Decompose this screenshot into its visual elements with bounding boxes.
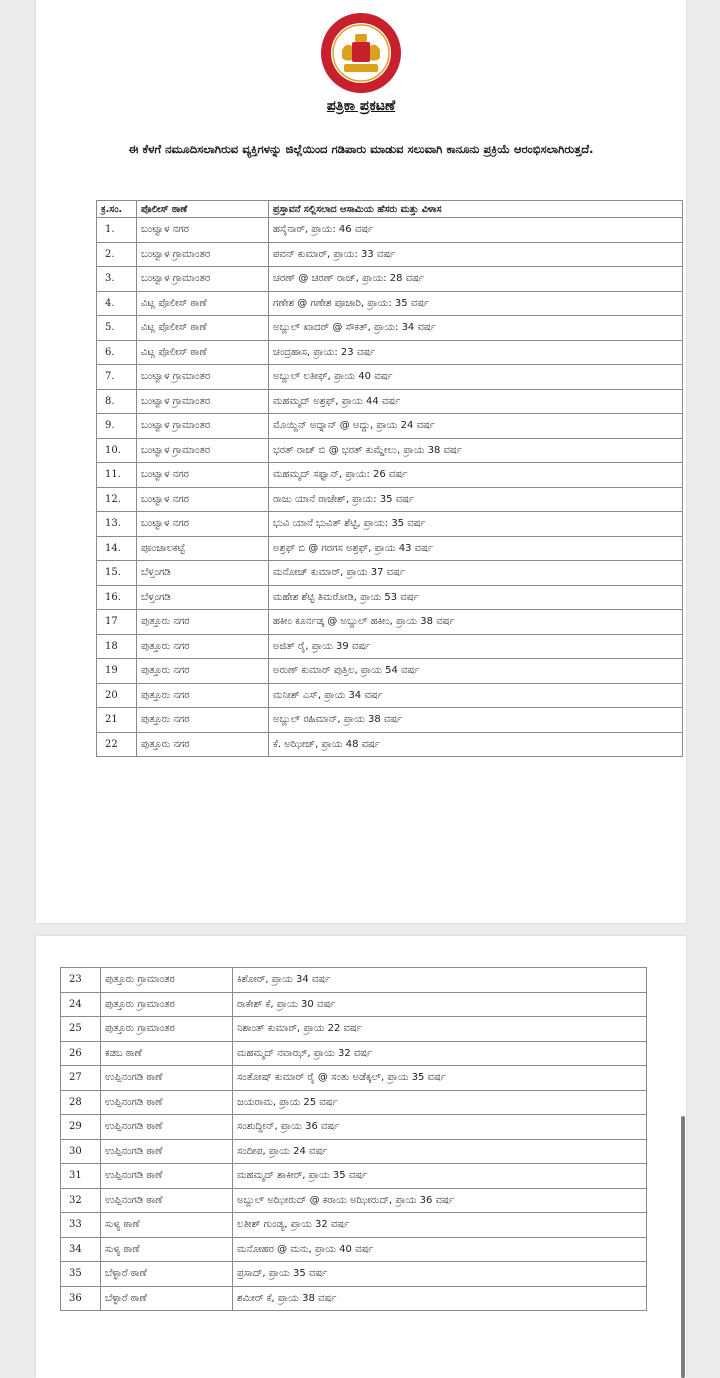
police-station-cell: ಉಪ್ಪಿನಂಗಡಿ ಠಾಣೆ xyxy=(101,1139,233,1164)
name-address-cell: ರಾಜು ಯಾನೆ ರಾಜೇಶ್, ಪ್ರಾಯ: 35 ವರ್ಷ xyxy=(269,487,683,512)
table-row xyxy=(61,992,647,1017)
serial-cell: 2. xyxy=(97,242,137,267)
name-address-cell: ಭರತ್ ರಾಜ್ ಬಿ @ ಭರತ್ ಕುಮ್ಡೇಲು, ಪ್ರಾಯ 38 ವರ್ಷ xyxy=(269,438,683,463)
table-row xyxy=(61,968,647,993)
serial-cell: 32 xyxy=(61,1188,101,1213)
serial-cell: 28 xyxy=(61,1090,101,1115)
police-emblem-icon xyxy=(320,12,402,94)
police-station-cell: ಬಂಟ್ವಾಳ ಗ್ರಾಮಾಂತರ xyxy=(137,242,269,267)
name-address-cell: ಭುವಿ ಯಾನೆ ಭುವಿತ್ ಶೆಟ್ಟಿ, ಪ್ರಾಯ: 35 ವರ್ಷ xyxy=(269,512,683,537)
name-address-cell: ಅಬ್ದುಲ್ ಅಝೀರುದ್ @ ಕರಾಯ ಅಝೀರುದ್, ಪ್ರಾಯ 36 ವರ್ಷ xyxy=(233,1188,647,1213)
police-station-cell: ಉಪ್ಪಿನಂಗಡಿ ಠಾಣೆ xyxy=(101,1188,233,1213)
police-station-cell: ಪುತ್ತೂರು ನಗರ xyxy=(137,659,269,684)
serial-cell: 21 xyxy=(97,708,137,733)
police-station-cell: ಬಂಟ್ವಾಳ ನಗರ xyxy=(137,512,269,537)
document-page-1 xyxy=(36,0,686,923)
name-address-cell: ಸಂತೋಷ್ ಕುಮಾರ್ ರೈ @ ಸಂತು ಅಡೆಕ್ಕಲ್, ಪ್ರಾಯ 35 ವರ್ಷ xyxy=(233,1066,647,1091)
police-station-cell: ಕಡಬ ಠಾಣೆ xyxy=(101,1041,233,1066)
serial-cell: 35 xyxy=(61,1262,101,1287)
serial-cell: 7. xyxy=(97,365,137,390)
serial-cell: 8. xyxy=(97,389,137,414)
serial-cell: 25 xyxy=(61,1017,101,1042)
serial-cell: 22 xyxy=(97,732,137,757)
police-station-cell: ಬಂಟ್ವಾಳ ಗ್ರಾಮಾಂತರ xyxy=(137,389,269,414)
police-station-cell: ವಿಟ್ಲ ಪೊಲೀಸ್ ಠಾಣೆ xyxy=(137,340,269,365)
header-serial: ಕ್ರ.ಸಂ. xyxy=(97,201,137,218)
table-row xyxy=(97,683,683,708)
serial-cell: 23 xyxy=(61,968,101,993)
table-row xyxy=(61,1139,647,1164)
serial-cell: 29 xyxy=(61,1115,101,1140)
table-row xyxy=(97,487,683,512)
name-address-cell: ಅರುಣ್ ಕುಮಾರ್ ಪುತ್ತಿಲ, ಪ್ರಾಯ 54 ವರ್ಷ xyxy=(269,659,683,684)
police-station-cell: ಉಪ್ಪಿನಂಗಡಿ ಠಾಣೆ xyxy=(101,1164,233,1189)
table-row xyxy=(61,1115,647,1140)
table-row xyxy=(97,316,683,341)
police-station-cell: ಬಂಟ್ವಾಳ ಗ್ರಾಮಾಂತರ xyxy=(137,438,269,463)
intro-paragraph: ಈ ಕೆಳಗೆ ನಮೂದಿಸಲಾಗಿರುವ ವ್ಯಕ್ತಿಗಳನ್ನು ಜಿಲ್ಲೆಯಿಂದ ಗಡಿಪಾರು ಮಾಡುವ ಸಲುವಾಗಿ ಕಾನೂನು ಪ್ರಕ್ರಿಯೆ ಆರಂಭಿಸಲಾಗಿರುತ್ತದೆ. xyxy=(128,142,594,156)
name-address-cell: ಕಿಶೋರ್, ಪ್ರಾಯ 34 ವರ್ಷ xyxy=(233,968,647,993)
serial-cell: 4. xyxy=(97,291,137,316)
table-row xyxy=(61,1237,647,1262)
police-station-cell: ಸುಳ್ಯ ಠಾಣೆ xyxy=(101,1237,233,1262)
name-address-cell: ಚಂದ್ರಹಾಸ, ಪ್ರಾಯ: 23 ವರ್ಷ xyxy=(269,340,683,365)
table-row xyxy=(97,218,683,243)
name-address-cell: ಮನೀಶ್ ಎಸ್, ಪ್ರಾಯ 34 ವರ್ಷ xyxy=(269,683,683,708)
name-address-cell: ಗಣೇಶ @ ಗಣೇಶ ಪೂಜಾರಿ, ಪ್ರಾಯ: 35 ವರ್ಷ xyxy=(269,291,683,316)
police-station-cell: ಪುತ್ತೂರು ನಗರ xyxy=(137,732,269,757)
table-row xyxy=(97,463,683,488)
page-title: ಪತ್ರಿಕಾ ಪ್ರಕಟಣೆ xyxy=(326,98,396,114)
scrollbar[interactable] xyxy=(681,1116,685,1378)
name-address-cell: ಹಸೈನಾರ್, ಪ್ರಾಯ: 46 ವರ್ಷ xyxy=(269,218,683,243)
header-name-address: ಪ್ರಸ್ತಾವನೆ ಸಲ್ಲಿಸಲಾದ ಆಸಾಮಿಯ ಹೆಸರು ಮತ್ತು ವಿಳಾಸ xyxy=(269,201,683,218)
serial-cell: 17 xyxy=(97,610,137,635)
serial-cell: 19 xyxy=(97,659,137,684)
serial-cell: 12. xyxy=(97,487,137,512)
police-station-cell: ಸುಳ್ಯ ಠಾಣೆ xyxy=(101,1213,233,1238)
serial-cell: 13. xyxy=(97,512,137,537)
police-station-cell: ಪೂಂಜಾಲಕಟ್ಟೆ xyxy=(137,536,269,561)
serial-cell: 6. xyxy=(97,340,137,365)
serial-cell: 30 xyxy=(61,1139,101,1164)
name-address-cell: ಮಹಮ್ಮದ್ ಸಫ್ವಾನ್, ಪ್ರಾಯ: 26 ವರ್ಷ xyxy=(269,463,683,488)
serial-cell: 3. xyxy=(97,267,137,292)
police-station-cell: ಪುತ್ತೂರು ನಗರ xyxy=(137,634,269,659)
police-station-cell: ಪುತ್ತೂರು ಗ್ರಾಮಾಂತರ xyxy=(101,1017,233,1042)
table-row xyxy=(61,1262,647,1287)
name-address-cell: ಶಮೀರ್ ಕೆ, ಪ್ರಾಯ 38 ವರ್ಷ xyxy=(233,1286,647,1311)
serial-cell: 11. xyxy=(97,463,137,488)
police-station-cell: ಪುತ್ತೂರು ನಗರ xyxy=(137,683,269,708)
table-row xyxy=(97,438,683,463)
police-station-cell: ಬಂಟ್ವಾಳ ಗ್ರಾಮಾಂತರ xyxy=(137,414,269,439)
name-address-cell: ಸಂಶುದ್ದೀನ್, ಪ್ರಾಯ 36 ವರ್ಷ xyxy=(233,1115,647,1140)
name-address-cell: ಅಬ್ದುಲ್ ರಹಿಮಾನ್, ಪ್ರಾಯ 38 ವರ್ಷ xyxy=(269,708,683,733)
name-address-cell: ಜಯರಾಮ, ಪ್ರಾಯ 25 ವರ್ಷ xyxy=(233,1090,647,1115)
serial-cell: 15. xyxy=(97,561,137,586)
name-address-cell: ಮಹಮ್ಮದ್ ಅಶ್ರಫ್, ಪ್ರಾಯ 44 ವರ್ಷ xyxy=(269,389,683,414)
table-row xyxy=(61,1041,647,1066)
name-address-cell: ರಾಕೇಶ್ ಕೆ, ಪ್ರಾಯ 30 ವರ್ಷ xyxy=(233,992,647,1017)
serial-cell: 33 xyxy=(61,1213,101,1238)
table-row xyxy=(97,267,683,292)
table-row xyxy=(97,389,683,414)
table-row xyxy=(61,1164,647,1189)
police-station-cell: ಬಂಟ್ವಾಳ ಗ್ರಾಮಾಂತರ xyxy=(137,267,269,292)
name-address-cell: ಮಹೇಶ ಶೆಟ್ಟಿ ತಿಮರೋಡಿ, ಪ್ರಾಯ 53 ವರ್ಷ xyxy=(269,585,683,610)
persons-table-part-2 xyxy=(60,967,647,1311)
table-row xyxy=(97,414,683,439)
table-row xyxy=(97,365,683,390)
table-row xyxy=(61,1213,647,1238)
name-address-cell: ಮನೋಹರ @ ಮನು, ಪ್ರಾಯ 40 ವರ್ಷ xyxy=(233,1237,647,1262)
table-row xyxy=(61,1090,647,1115)
header-police-station: ಪೊಲೀಸ್ ಠಾಣೆ xyxy=(137,201,269,218)
police-station-cell: ವಿಟ್ಲ ಪೊಲೀಸ್ ಠಾಣೆ xyxy=(137,316,269,341)
serial-cell: 34 xyxy=(61,1237,101,1262)
police-station-cell: ಪುತ್ತೂರು ಗ್ರಾಮಾಂತರ xyxy=(101,992,233,1017)
name-address-cell: ಪ್ರಸಾದ್, ಪ್ರಾಯ 35 ವರ್ಷ xyxy=(233,1262,647,1287)
table-row xyxy=(61,1286,647,1311)
table-row xyxy=(61,1017,647,1042)
table-row xyxy=(97,732,683,757)
serial-cell: 36 xyxy=(61,1286,101,1311)
table-row xyxy=(97,585,683,610)
name-address-cell: ನಿಶಾಂತ್ ಕುಮಾರ್, ಪ್ರಾಯ 22 ವರ್ಷ xyxy=(233,1017,647,1042)
police-station-cell: ಬಂಟ್ವಾಳ ನಗರ xyxy=(137,487,269,512)
table-header-row xyxy=(97,201,683,218)
serial-cell: 10. xyxy=(97,438,137,463)
serial-cell: 16. xyxy=(97,585,137,610)
serial-cell: 20 xyxy=(97,683,137,708)
table-row xyxy=(97,634,683,659)
serial-cell: 18 xyxy=(97,634,137,659)
table-row xyxy=(97,708,683,733)
name-address-cell: ಮಹಮ್ಮದ್ ನವಾಝ್, ಪ್ರಾಯ 32 ವರ್ಷ xyxy=(233,1041,647,1066)
police-station-cell: ಬೆಳ್ಳಾರೆ ಠಾಣೆ xyxy=(101,1262,233,1287)
name-address-cell: ಅಜಿತ್ ರೈ, ಪ್ರಾಯ 39 ವರ್ಷ xyxy=(269,634,683,659)
police-station-cell: ಬೆಳ್ತಂಗಡಿ xyxy=(137,561,269,586)
serial-cell: 26 xyxy=(61,1041,101,1066)
police-station-cell: ಬಂಟ್ವಾಳ ಗ್ರಾಮಾಂತರ xyxy=(137,365,269,390)
table-row xyxy=(97,536,683,561)
name-address-cell: ಮನೋಜ್ ಕುಮಾರ್, ಪ್ರಾಯ 37 ವರ್ಷ xyxy=(269,561,683,586)
police-station-cell: ಬಂಟ್ವಾಳ ನಗರ xyxy=(137,463,269,488)
table-row xyxy=(97,242,683,267)
name-address-cell: ಮಹಮ್ಮದ್ ಶಾಕೀರ್, ಪ್ರಾಯ 35 ವರ್ಷ xyxy=(233,1164,647,1189)
police-station-cell: ಉಪ್ಪಿನಂಗಡಿ ಠಾಣೆ xyxy=(101,1066,233,1091)
serial-cell: 24 xyxy=(61,992,101,1017)
serial-cell: 14. xyxy=(97,536,137,561)
table-row xyxy=(97,340,683,365)
table-row xyxy=(97,659,683,684)
name-address-cell: ಮೊಯ್ದಿನ್ ಅದ್ನಾನ್ @ ಅದ್ದು, ಪ್ರಾಯ 24 ವರ್ಷ xyxy=(269,414,683,439)
table-row xyxy=(61,1066,647,1091)
name-address-cell: ಪವನ್ ಕುಮಾರ್, ಪ್ರಾಯ: 33 ವರ್ಷ xyxy=(269,242,683,267)
table-row xyxy=(97,291,683,316)
name-address-cell: ಸಂದೀಪ, ಪ್ರಾಯ 24 ವರ್ಷ xyxy=(233,1139,647,1164)
name-address-cell: ಅಬ್ದುಲ್ ಖಾದರ್ @ ಸೌಕತ್, ಪ್ರಾಯ: 34 ವರ್ಷ xyxy=(269,316,683,341)
table-row xyxy=(61,1188,647,1213)
serial-cell: 9. xyxy=(97,414,137,439)
serial-cell: 31 xyxy=(61,1164,101,1189)
police-station-cell: ಪುತ್ತೂರು ನಗರ xyxy=(137,610,269,635)
police-station-cell: ಉಪ್ಪಿನಂಗಡಿ ಠಾಣೆ xyxy=(101,1090,233,1115)
name-address-cell: ಅಬ್ದುಲ್ ಲತೀಫ್, ಪ್ರಾಯ 40 ವರ್ಷ xyxy=(269,365,683,390)
police-station-cell: ಪುತ್ತೂರು ನಗರ xyxy=(137,708,269,733)
serial-cell: 5. xyxy=(97,316,137,341)
serial-cell: 1. xyxy=(97,218,137,243)
name-address-cell: ಹಕೀಂ ಕೂರ್ನಡ್ಕ @ ಅಬ್ದುಲ್ ಹಕೀಂ, ಪ್ರಾಯ 38 ವರ್ಷ xyxy=(269,610,683,635)
serial-cell: 27 xyxy=(61,1066,101,1091)
name-address-cell: ಕೆ. ಅಝೀಜ್, ಪ್ರಾಯ 48 ವರ್ಷ xyxy=(269,732,683,757)
table-row xyxy=(97,610,683,635)
police-station-cell: ಬೆಳ್ತಂಗಡಿ xyxy=(137,585,269,610)
police-station-cell: ಬೆಳ್ಳಾರೆ ಠಾಣೆ xyxy=(101,1286,233,1311)
table-row xyxy=(97,561,683,586)
police-station-cell: ಪುತ್ತೂರು ಗ್ರಾಮಾಂತರ xyxy=(101,968,233,993)
name-address-cell: ಲತೀಶ್ ಗುಂಡ್ಯ, ಪ್ರಾಯ 32 ವರ್ಷ xyxy=(233,1213,647,1238)
table-row xyxy=(97,512,683,537)
name-address-cell: ಅಶ್ರಫ್ ಬಿ @ ಗರಗಸ ಅಶ್ರಫ್, ಪ್ರಾಯ 43 ವರ್ಷ xyxy=(269,536,683,561)
persons-table-part-1 xyxy=(96,200,683,757)
police-station-cell: ವಿಟ್ಲ ಪೊಲೀಸ್ ಠಾಣೆ xyxy=(137,291,269,316)
name-address-cell: ಚರಣ್ @ ಚರಣ್ ರಾಜ್, ಪ್ರಾಯ: 28 ವರ್ಷ xyxy=(269,267,683,292)
police-station-cell: ಬಂಟ್ವಾಳ ನಗರ xyxy=(137,218,269,243)
police-station-cell: ಉಪ್ಪಿನಂಗಡಿ ಠಾಣೆ xyxy=(101,1115,233,1140)
